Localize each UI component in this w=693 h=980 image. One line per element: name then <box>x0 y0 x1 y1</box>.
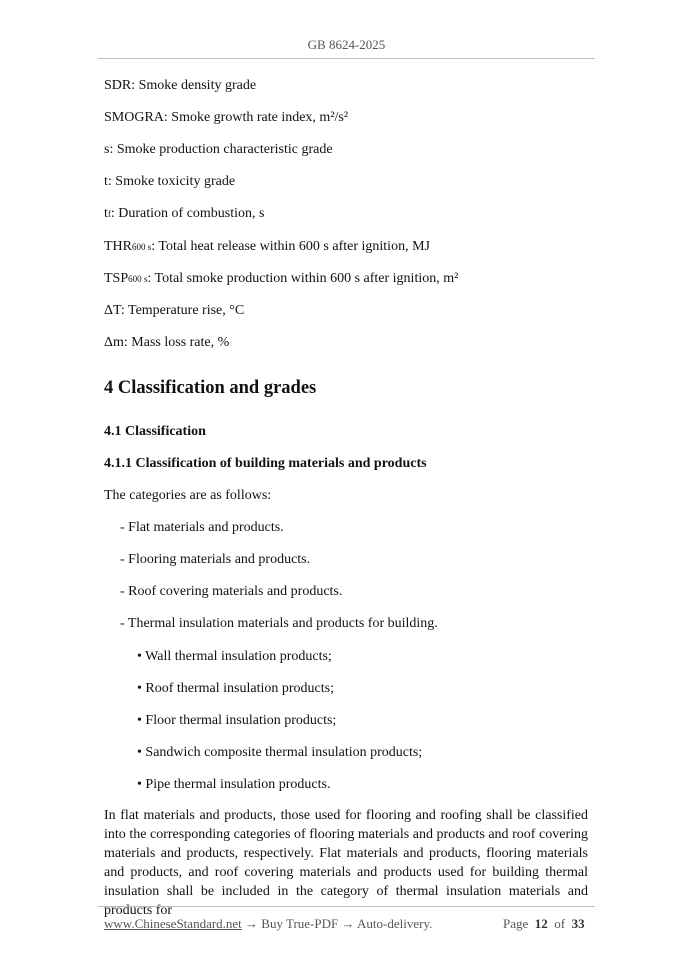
symbol-definition: THR600 s: Total heat release within 600 s after ignition, MJ <box>104 239 430 254</box>
subsection-heading: 4.1 Classification <box>104 424 206 439</box>
category-item: - Flooring materials and products. <box>120 552 311 567</box>
arrow-icon: → <box>245 916 259 931</box>
bullet-item: • Floor thermal insulation products; <box>137 713 337 728</box>
buy-pdf-link[interactable]: Buy True-PDF <box>261 916 339 931</box>
category-item: - Flat materials and products. <box>120 520 284 535</box>
symbol-definition: t: Smoke toxicity grade <box>104 174 236 189</box>
footer-divider <box>98 906 595 907</box>
symbol-definition: SMOGRA: Smoke growth rate index, m²/s² <box>104 110 349 125</box>
symbol-definition: TSP600 s: Total smoke production within 600 s after ignition, m² <box>104 271 459 286</box>
body-paragraph: In flat materials and products, those used for flooring and roofing shall be classified into the corresponding categories of flooring materials and products and roof covering materials and products, respectively. Flat materials and products, flooring materials and products, and roof covering materials and products used for building thermal insulation shall be included in the category of thermal insulation materials and products for <box>104 808 588 918</box>
symbol-definition: s: Smoke production characteristic grade <box>104 142 333 157</box>
intro-text: The categories are as follows: <box>104 488 272 503</box>
symbol-definition: ΔT: Temperature rise, °C <box>104 303 245 318</box>
section-heading: 4 Classification and grades <box>104 378 317 398</box>
subsubsection-heading: 4.1.1 Classification of building materials and products <box>104 456 427 471</box>
bullet-item: • Pipe thermal insulation products. <box>137 777 331 792</box>
bullet-item: • Sandwich composite thermal insulation products; <box>137 745 423 760</box>
page-number: Page 12 of 33 <box>503 916 585 931</box>
page-header: GB 8624-2025 <box>307 37 386 52</box>
bullet-item: • Wall thermal insulation products; <box>137 649 332 664</box>
bullet-item: • Roof thermal insulation products; <box>137 681 334 696</box>
symbol-definition: tf: Duration of combustion, s <box>104 206 265 221</box>
website-link[interactable]: www.ChineseStandard.net <box>104 916 242 931</box>
category-item: - Thermal insulation materials and products for building. <box>120 616 438 631</box>
arrow-icon: → <box>341 916 355 931</box>
symbol-definition: SDR: Smoke density grade <box>104 78 257 93</box>
category-item: - Roof covering materials and products. <box>120 584 343 599</box>
footer-links <box>104 916 432 932</box>
header-divider <box>98 58 595 59</box>
auto-delivery-text: Auto-delivery. <box>357 916 433 931</box>
symbol-definition: Δm: Mass loss rate, % <box>104 335 230 350</box>
